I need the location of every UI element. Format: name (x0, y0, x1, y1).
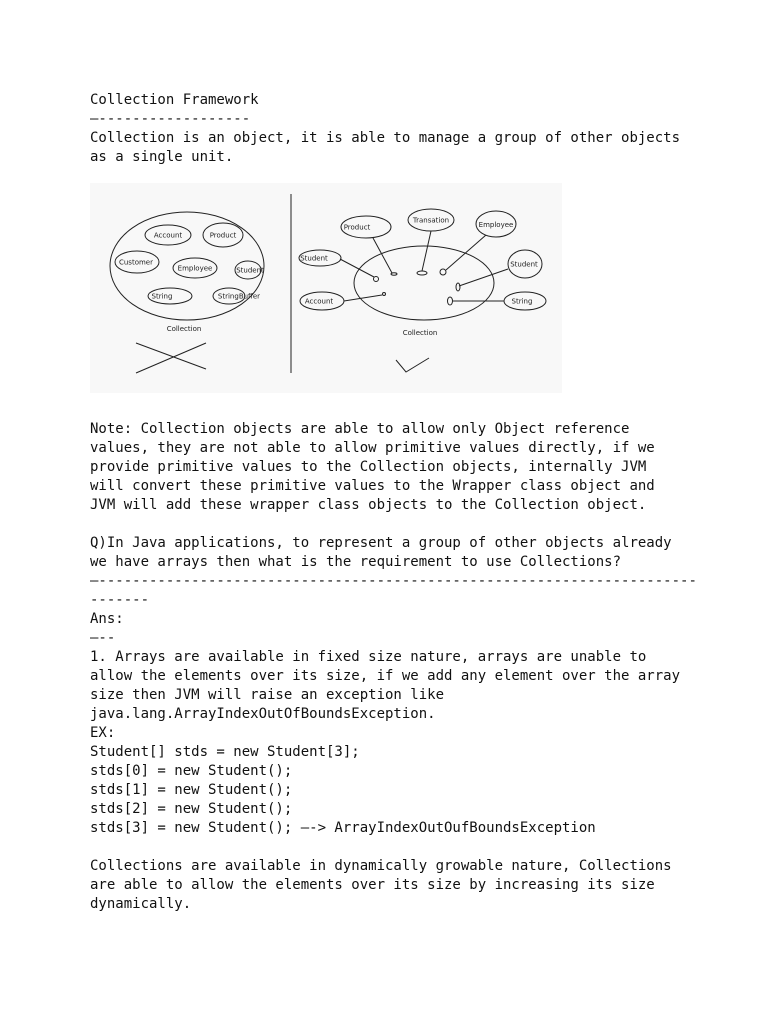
diagram-caption: Collection (166, 325, 202, 333)
diagram-label: StringBuffer (217, 292, 261, 301)
diagram-label: Student (300, 254, 328, 263)
diagram-label: Transation (412, 216, 450, 225)
reference-line (446, 235, 486, 270)
question-line: Q)In Java applications, to represent a group of other objects already (90, 535, 672, 551)
collection-diagram (90, 183, 562, 393)
title-underline: —------------------ (90, 111, 251, 127)
diagram-label: Student (236, 266, 264, 275)
cross-stroke-icon (136, 343, 206, 369)
code-line: stds[1] = new Student(); (90, 782, 293, 798)
diagram-label: Account (153, 231, 183, 240)
reference-line (344, 295, 382, 301)
question-rule: ------- (90, 592, 150, 608)
note-block (90, 420, 730, 515)
conclusion-line: dynamically. (90, 896, 192, 912)
diagram-label: String (511, 297, 533, 306)
diagram-label: String (151, 292, 173, 301)
intro-line: as a single unit. (90, 149, 234, 165)
diagram-label: Student (510, 260, 538, 269)
cross-stroke-icon (136, 343, 206, 373)
question-block (90, 534, 730, 838)
heading-block (90, 91, 730, 167)
diagram-svg (90, 183, 562, 393)
diagram-label: Employee (177, 264, 213, 273)
intro-line: Collection is an object, it is able to manage a group of other objects (90, 130, 681, 146)
conclusion-block (90, 857, 730, 914)
answer-line: allow the elements over its size, if we add any element over the array (90, 668, 681, 684)
diagram-label: Employee (478, 221, 514, 229)
note-line: values, they are not able to allow primitive values directly, if we (90, 440, 655, 456)
note-line: JVM will add these wrapper class objects to the Collection object. (90, 497, 647, 513)
conclusion-line: Collections are available in dynamically growable nature, Collections (90, 858, 672, 874)
reference-line (459, 269, 508, 286)
answer-line: java.lang.ArrayIndexOutOfBoundsException. (90, 706, 436, 722)
code-line: stds[0] = new Student(); (90, 763, 293, 779)
example-label: EX: (90, 725, 116, 741)
answer-rule: —-- (90, 630, 116, 646)
code-line: Student[] stds = new Student[3]; (90, 744, 360, 760)
reference-line (340, 259, 374, 277)
reference-line (373, 238, 392, 273)
answer-label: Ans: (90, 611, 124, 627)
reference-line (422, 231, 431, 271)
conclusion-line: are able to allow the elements over its size by increasing its size (90, 877, 655, 893)
check-mark-icon (396, 358, 429, 372)
diagram-label: Product (343, 223, 371, 232)
diagram-label: Account (304, 297, 334, 306)
question-rule: —----------------------------------------------------------------------- (90, 573, 697, 589)
code-line: stds[2] = new Student(); (90, 801, 293, 817)
diagram-caption: Collection (402, 329, 438, 337)
note-line: Note: Collection objects are able to allow only Object reference (90, 421, 630, 437)
answer-line: 1. Arrays are available in fixed size nature, arrays are unable to (90, 649, 647, 665)
answer-line: size then JVM will raise an exception like (90, 687, 445, 703)
code-line: stds[3] = new Student(); —-> ArrayIndexOutOufBoundsException (90, 820, 596, 836)
diagram-label: Customer (118, 258, 154, 267)
right-collection-ellipse (354, 246, 494, 320)
diagram-label: Product (209, 231, 237, 240)
document-title: Collection Framework (90, 92, 259, 108)
note-line: provide primitive values to the Collection objects, internally JVM (90, 459, 647, 475)
note-line: will convert these primitive values to the Wrapper class object and (90, 478, 655, 494)
question-line: we have arrays then what is the requirement to use Collections? (90, 554, 622, 570)
